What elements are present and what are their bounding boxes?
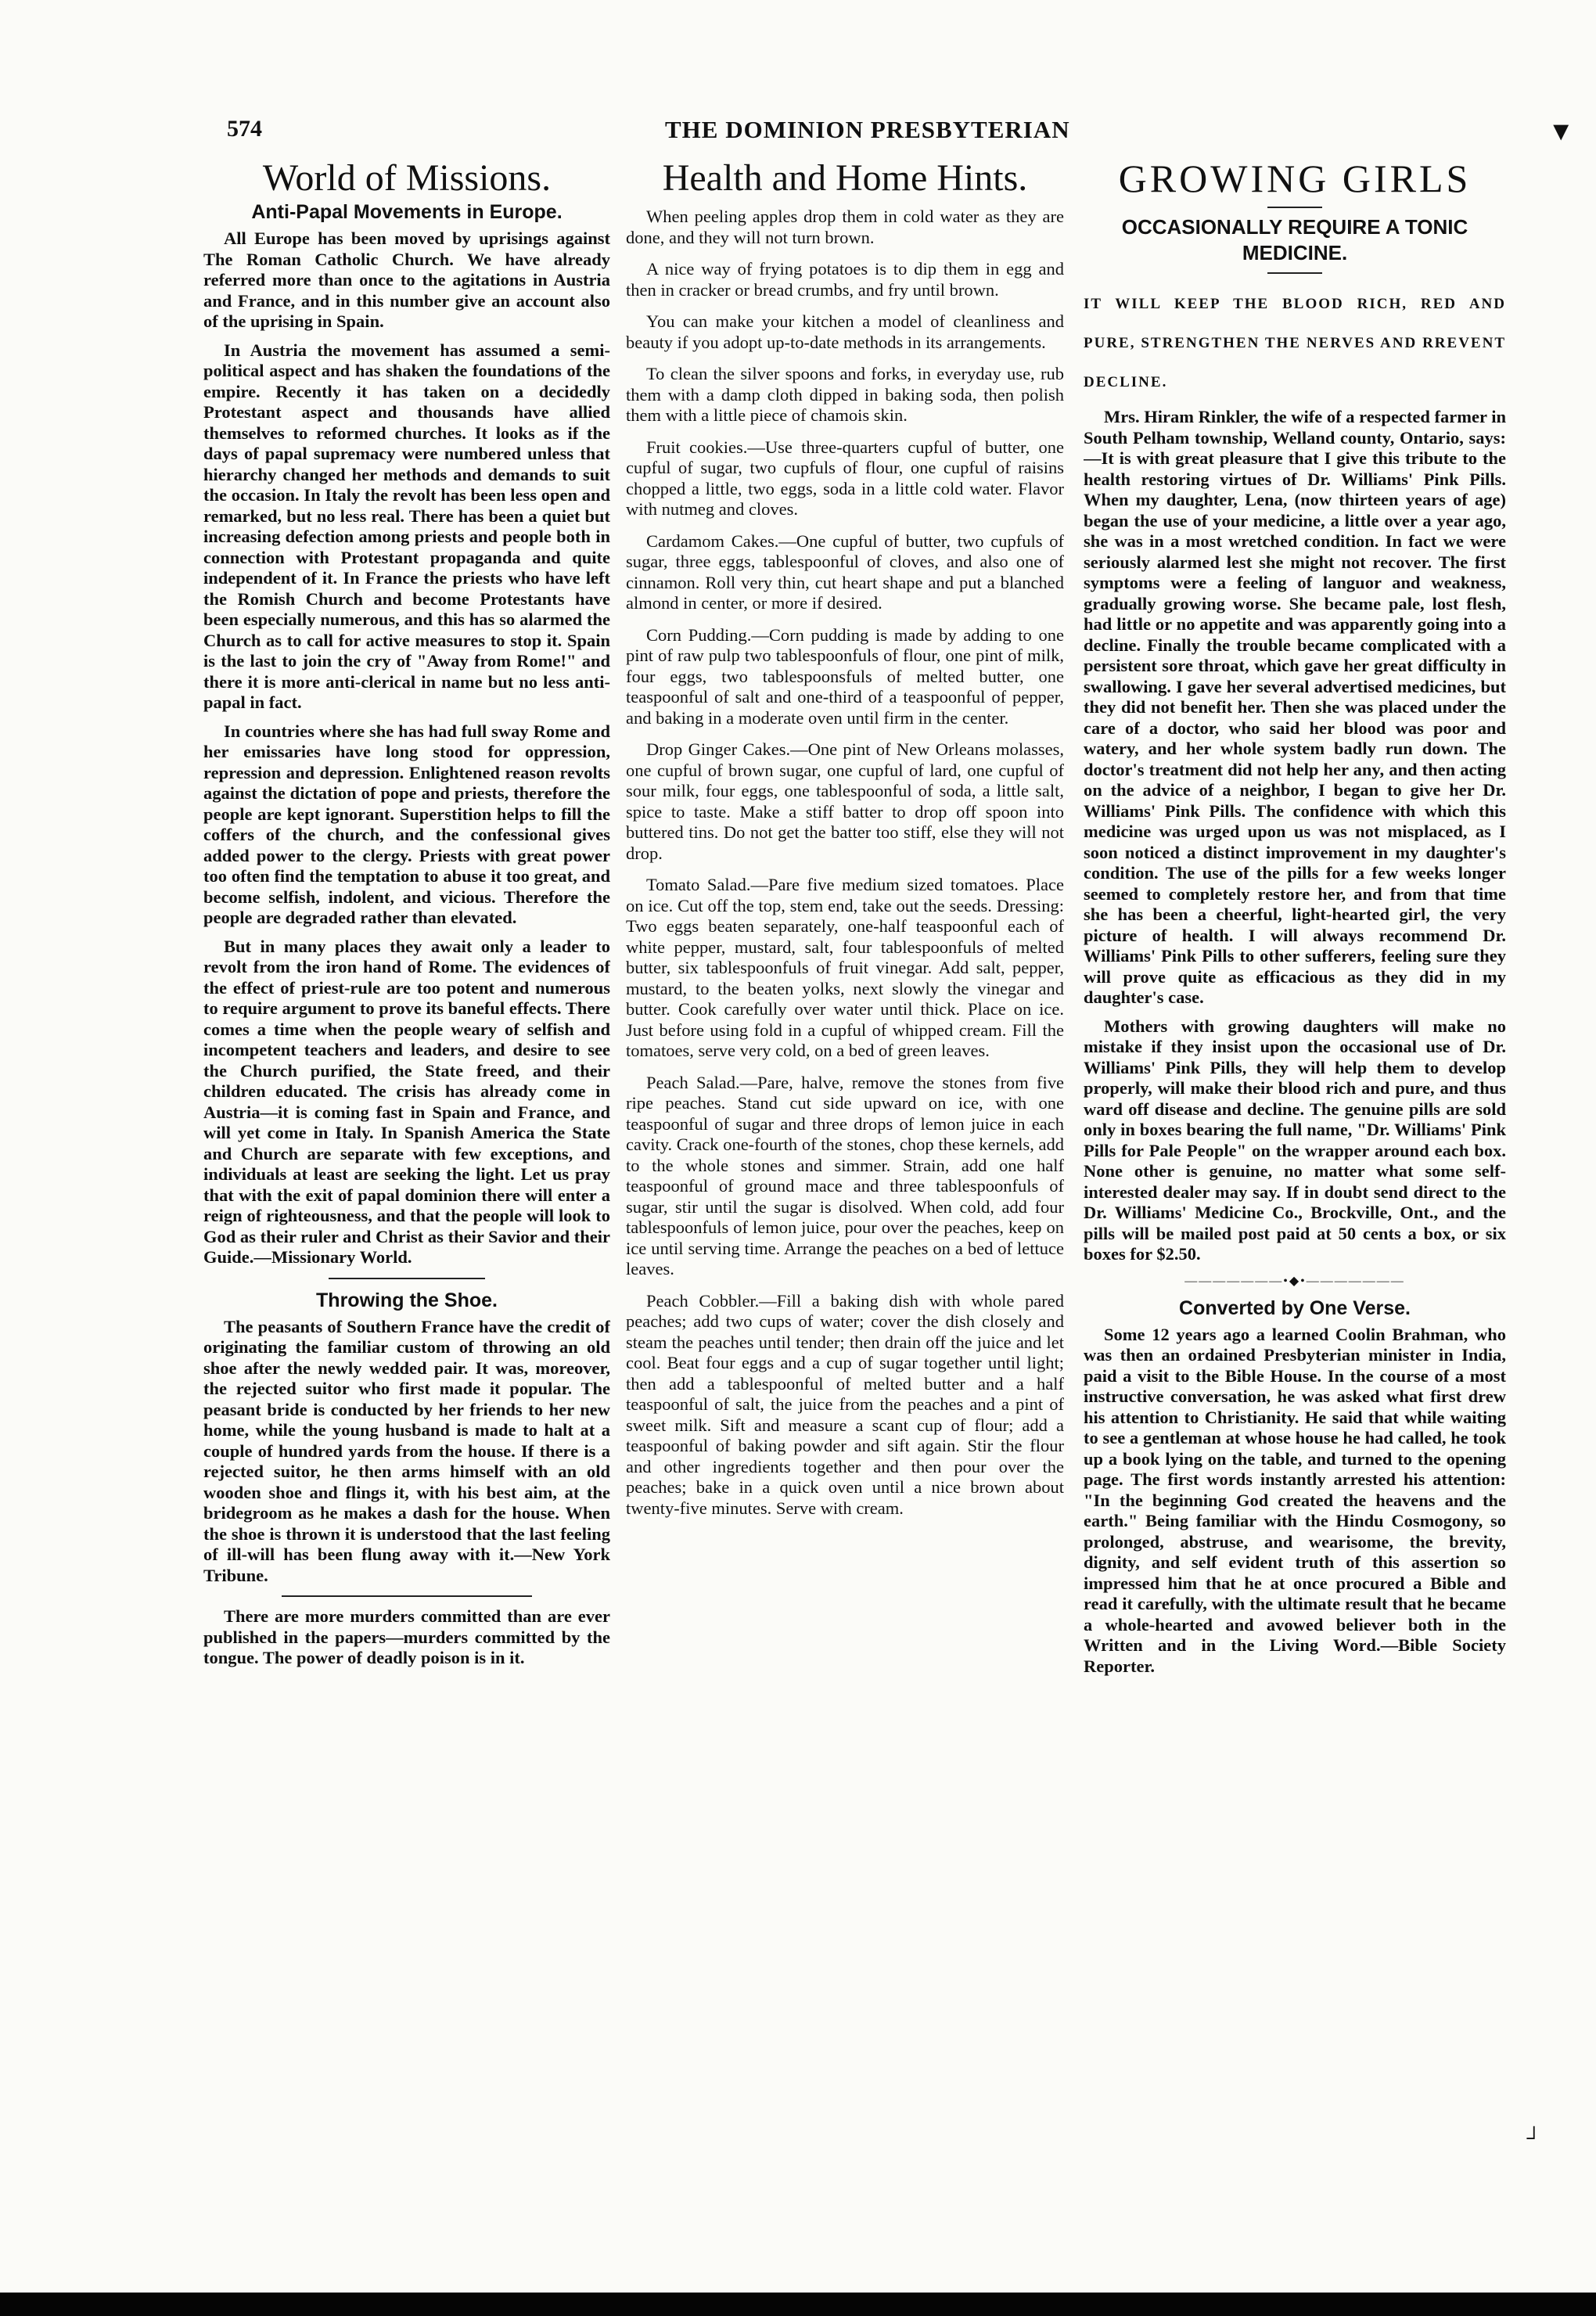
paragraph: Cardamom Cakes.—One cupful of butter, two cupfuls of sugar, three eggs, tablespoonful of cloves, and also one of cinnamon. Roll very thin, cut heart shape and put a blanched almond in center, or more if desired.: [626, 530, 1064, 613]
section-title: Health and Home Hints.: [662, 157, 1028, 199]
paragraph: Mothers with growing daughters will make no mistake if they insist upon the occasional use of Dr. Williams' Pink Pills, they will help them to develop properly, will make their blood rich and pure, and thus ward off disease and decline. The genuine pills are sold only in boxes bearing the full name, "Dr. Williams' Pink Pills for Pale People" on the wrapper around each box. None other is genuine, no matter what some self-interested dealer may say. If in doubt send direct to the Dr. Williams' Medicine Co., Brockville, Ont., and the pills will be mailed post paid at 50 cents a box, or six boxes for $2.50.: [1084, 1016, 1506, 1264]
section-title: World of Missions.: [262, 157, 552, 199]
divider-rule: [1267, 207, 1322, 208]
paragraph: Peach Cobbler.—Fill a baking dish with whole pared peaches; add two cups of water; cover the dish closely and steam the peaches until tender; then drain off the juice and let cool. Beat four eggs and a cup of sugar together until light; then add a tablespoonful of melted butter and a half teaspoonful of salt, the juice from the peaches and a pint of sweet milk. Sift and measure a scant cup of flour; add a teaspoonful of baking powder and sift again. Stir the flour and other ingredients together and then pour over the peaches; bake in a quick oven until a nice brown about twenty-five minutes. Serve with cream.: [626, 1290, 1064, 1518]
page-number: 574: [227, 116, 262, 142]
paragraph: In Austria the movement has assumed a semi-political aspect and has shaken the foundations of the empire. Recently it has taken on a decidedly Protestant aspect and thousands have allied themselves to reformed churches. It looks as if the days of papal supremacy were numbered unless that hierarchy changed her methods and demands to suit the occasion. In Italy the revolt has been less open and remarked, but no less real. There has been a quiet but increasing defection among priests and people both in connection with Protestant propaganda and quite independent of it. In France the priests who have left the Romish Church and become Protestants have been especially numerous, and this has so alarmed the Church as to call for active measures to stop it. Spain is the last to join the cry of "Away from Rome!" and there it is more anti-clerical in name but no less anti-papal in fact.: [203, 340, 610, 712]
divider-rule: [329, 1278, 485, 1279]
paragraph: Peach Salad.—Pare, halve, remove the stones from five ripe peaches. Stand cut side upward on ice, with one teaspoonful of sugar and three drops of lemon juice in each cavity. Crack one-fourth of the stones, chop these kernels, add to the whole stones and simmer. Strain, add one half teaspoonful of ground mace and three tablespoonfuls of sugar, stir until the sugar is disolved. When cold, add four tablespoonfuls of lemon juice, pour over the peaches, keep on ice until serving time. Arrange the peaches on a bed of lettuce leaves.: [626, 1072, 1064, 1278]
paragraph: The peasants of Southern France have the credit of originating the familiar custom of throwing an old shoe after the newly wedded pair. It was, moreover, the rejected suitor who first made it popular. The peasant bride is conducted by her friends to her new home, while the young husband is made to halt at a couple of hundred yards from the house. If there is a rejected suitor, he then arms himself with an old wooden shoe and flings it, with his best aim, at the bridegroom as he makes a dash for the house. When the shoe is thrown it is understood that the last feeling of ill-will has been flung away with it.—New York Tribune.: [203, 1316, 610, 1585]
article-title: Throwing the Shoe.: [316, 1289, 498, 1311]
paragraph: Corn Pudding.—Corn pudding is made by adding to one pint of raw pulp two tablespoonfuls of flour, one pint of milk, four eggs, two tablespoonsfuls of melted butter, one teaspoonful of salt and one-third of a teaspoonful of pepper, and baking in a moderate oven until firm in the center.: [626, 624, 1064, 728]
column-growing-girls: [1084, 156, 1506, 2222]
paragraph: Tomato Salad.—Pare five medium sized tomatoes. Place on ice. Cut off the top, stem end, take out the seeds. Dressing: Two eggs beaten separately, one-half teaspoonful each of white pepper, mustard, salt, four tablespoonfuls of melted butter, six tablespoonfuls of fruit vinegar. Add salt, pepper, mustard, to the beaten yolks, next slowly the vinegar and butter. Cook carefully over water until thick. Place on ice. Just before using fold in a cupful of whipped cream. Fill the tomatoes, serve very cold, on a bed of green leaves.: [626, 875, 1064, 1060]
paragraph: There are more murders committed than are ever published in the papers—murders committed by the tongue. The power of deadly poison is in it.: [203, 1606, 610, 1667]
journal-title: THE DOMINION PRESBYTERIAN: [665, 116, 1070, 143]
column-world-of-missions: [203, 156, 610, 2222]
paragraph: Some 12 years ago a learned Coolin Brahman, who was then an ordained Presbyterian minister in India, paid a visit to the Bible House. In the course of a most instructive conversation, he was asked what first drew his attention to Christianity. He said that while waiting to see a gentleman at whose house he had called, he took up a book lying on the table, and turned to the opening page. The first words instantly arrested his attention: "In the beginning God created the heavens and the earth." Being familiar with the Hindu Cosmogony, so prolonged, abstruse, and wearisome, the brevity, dignity, and self evident truth of this assertion so impressed him that he at once procured a Bible and read it carefully, with the ultimate result that he became a whole-hearted and avowed believer both in the Written and in the Living Word.—Bible Society Reporter.: [1084, 1324, 1506, 1676]
paragraph: All Europe has been moved by uprisings against The Roman Catholic Church. We have already referred more than once to the agitations in Austria and France, and in this number give an account also of the uprising in Spain.: [203, 228, 610, 331]
scan-border: [0, 2293, 1596, 2316]
paragraph: A nice way of frying potatoes is to dip them in egg and then in cracker or bread crumbs, and fry until brown.: [626, 259, 1064, 300]
paragraph: Mrs. Hiram Rinkler, the wife of a respected farmer in South Pelham township, Welland county, Ontario, says:—It is with great pleasure that I give this tribute to the health restoring virtues of Dr. Williams' Pink Pills. When my daughter, Lena, (now thirteen years of age) began the use of your medicine, a little over a year ago, she was in a most wretched condition. In fact we were seriously alarmed lest she might not recover. The first symptoms were a feeling of languor and weakness, gradually growing worse. She became pale, lost flesh, had little or no appetite and was apparently going into a decline. Finally the trouble became complicated with a persistent sore throat, which gave her great difficulty in swallowing. I gave her several advertised medicines, but they did not benefit her. Then she was placed under the care of a doctor, who said her blood was poor and watery, and her whole system badly run down. The doctor's treatment did not help her any, and then acting on the advice of a neighbor, I began to give her Dr. Williams' Pink Pills. The confidence with which this medicine was urged upon us was not misplaced, as I soon noticed a distinct improvement in my daughter's condition. The use of the pills for a few weeks longer seemed to completely restore her, and from that time she has been a cheerful, light-hearted girl, the very picture of health. I will always recommend Dr. Williams' Pink Pills to other sufferers, feeling sure they will prove quite as efficacious as they did in my daughter's case.: [1084, 407, 1506, 1007]
paragraph: Drop Ginger Cakes.—One pint of New Orleans molasses, one cupful of brown sugar, one cupful of lard, one cupful of sour milk, four eggs, one tablespoonful of soda, a little salt, spice to taste. Make a stiff batter to drop off spoon into buttered tins. Do not get the batter too stiff, else they will not drop.: [626, 739, 1064, 863]
page-header: [227, 116, 1494, 155]
margin-mark: ▼: [1547, 117, 1574, 146]
paragraph: You can make your kitchen a model of cleanliness and beauty if you adopt up-to-date methods in its arrangements.: [626, 311, 1064, 352]
paragraph: But in many places they await only a leader to revolt from the iron hand of Rome. The evidences of the effect of priest-rule are too potent and numerous to require argument to prove its baneful effects. There comes a time when the people weary of selfish and incompetent teachers and leaders, and desire to see the Church purified, the State freed, and their children educated. The crisis has already come in Austria—it is coming fast in Spain and France, and will yet come in Italy. In Spanish America the State and Church are separate with few exceptions, and individuals at least are seeking the light. Let us pray that with the exit of papal dominion there will enter a reign of righteousness, and that the people will look to God as their ruler and Christ as their Savior and their Guide.—Missionary World.: [203, 936, 610, 1267]
paragraph: Fruit cookies.—Use three-quarters cupful of butter, one cupful of sugar, two cupfuls of flour, one cupful of raisins chopped a little, two eggs, soda in a little cold water. Flavor with nutmeg and cloves.: [626, 437, 1064, 519]
divider-rule: [282, 1595, 532, 1597]
section-title: GROWING GIRLS: [1118, 156, 1472, 200]
advert-subheading: IT WILL KEEP THE BLOOD RICH, RED AND PURE, STRENGTHEN THE NERVES AND RREVENT DECLINE.: [1084, 296, 1506, 390]
article-title: Anti-Papal Movements in Europe.: [251, 201, 563, 223]
paragraph: To clean the silver spoons and forks, in everyday use, rub them with a damp cloth dipped in baking soda, then polish them with a little piece of chamois skin.: [626, 364, 1064, 425]
advert-subtitle: OCCASIONALLY REQUIRE A TONIC MEDICINE.: [1121, 215, 1468, 264]
paragraph: When peeling apples drop them in cold water as they are done, and they will not turn brown.: [626, 207, 1064, 247]
article-title: Converted by One Verse.: [1179, 1296, 1411, 1319]
margin-mark: ┘: [1526, 2127, 1541, 2149]
paragraph: In countries where she has had full sway Rome and her emissaries have long stood for oppression, repression and depression. Enlightened reason revolts against the dictation of pope and priests, therefore the people are kept ignorant. Superstition helps to fill the coffers of the church, and the confessional gives added power to the clergy. Priests with great power too often find the temptation to abuse it too great, and become selfish, indolent, and vicious. Therefore the people are degraded rather than elevated.: [203, 721, 610, 927]
ornament-divider: ———————•◆•———————: [1184, 1274, 1405, 1288]
divider-rule: [1267, 272, 1322, 274]
column-health-and-home-hints: [626, 156, 1064, 2222]
